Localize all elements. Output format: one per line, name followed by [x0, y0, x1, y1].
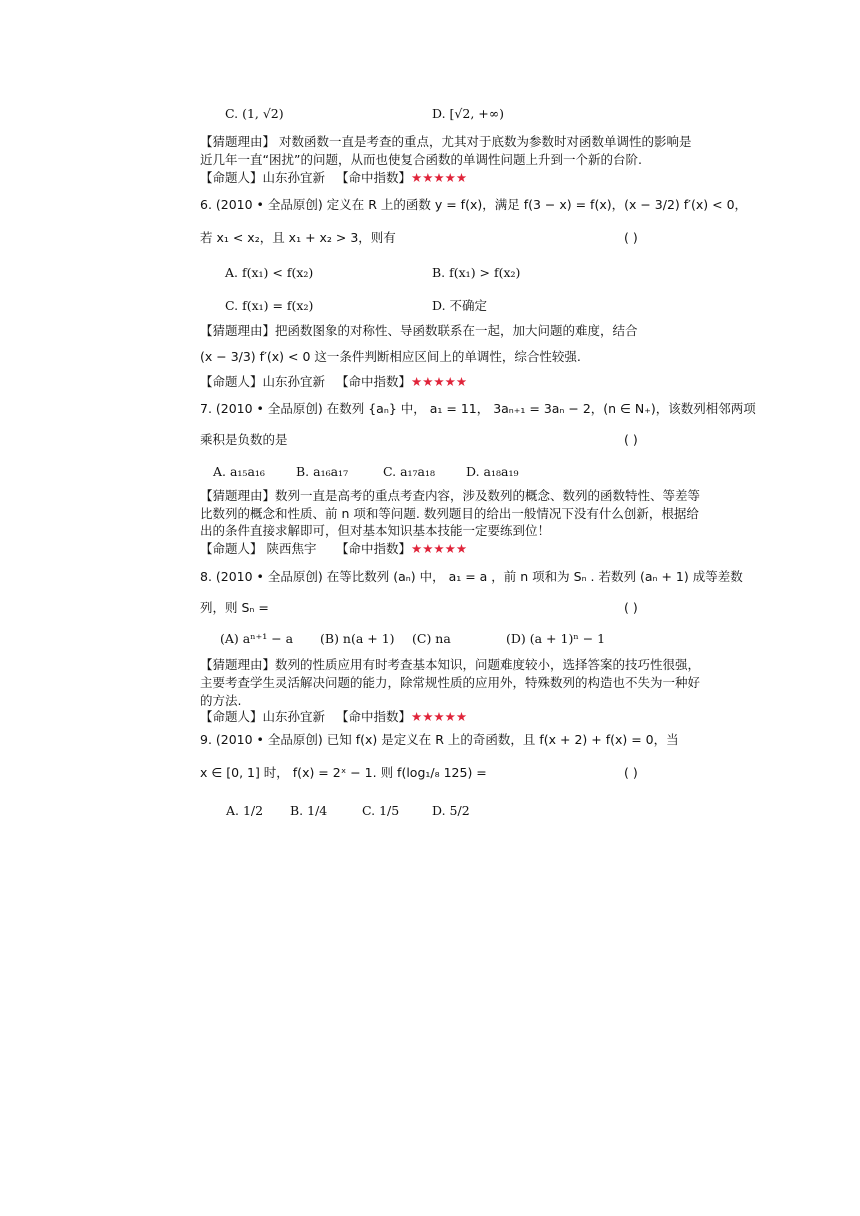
line-text: A. f(x₁) < f(x₂)	[225, 265, 314, 280]
line-text: 【猜题理由】数列的性质应用有时考查基本知识，问题难度较小，选择答案的技巧性很强，	[200, 657, 701, 672]
text-line-q8a2	[200, 708, 325, 726]
text-line-q5a	[200, 169, 325, 187]
line-text: 【命中指数】	[336, 541, 412, 556]
text-line-q6p	[624, 229, 638, 247]
text-line-q9l1	[200, 731, 679, 749]
line-text: 比数列的概念和性质、前 n 项和等问题. 数列题目的给出一般情况下没有什么创新，根据给	[200, 506, 699, 521]
text-line-q5s	[336, 169, 467, 187]
text-line-q8p	[624, 599, 638, 617]
line-text: ( )	[624, 230, 638, 245]
line-text: D. 不确定	[432, 298, 488, 313]
line-text: 【命题人】 陕西焦宇	[200, 541, 317, 556]
line-text: (A) aⁿ⁺¹ − a	[220, 631, 294, 646]
text-line-q9a	[226, 802, 263, 820]
text-line-q8r1	[200, 656, 700, 674]
line-text: A. a₁₅a₁₆	[213, 464, 265, 479]
line-text: (C) na	[412, 631, 451, 646]
line-text: 【猜题理由】数列一直是高考的重点考查内容，涉及数列的概念、数列的函数特性、等差等	[200, 488, 701, 503]
text-line-q7r2	[200, 505, 699, 523]
line-text: B. f(x₁) > f(x₂)	[432, 265, 521, 280]
line-text: (D) (a + 1)ⁿ − 1	[506, 631, 606, 646]
text-line-q6s	[336, 373, 467, 391]
text-line-q7l1	[200, 400, 756, 418]
text-line-q9l2	[200, 764, 487, 782]
line-text: C. a₁₇a₁₈	[383, 464, 436, 479]
line-text: 主要考查学生灵活解决问题的能力，除常规性质的应用外，特殊数列的构造也不失为一种好	[200, 675, 701, 690]
text-line-q7b	[296, 463, 348, 481]
text-line-q6a	[225, 264, 313, 282]
text-line-q6d	[432, 297, 487, 315]
line-text: 【猜题理由】 对数函数一直是考查的重点，尤其对于底数为参数时对函数单调性的影响是	[200, 134, 692, 149]
rating-stars: ★★★★★	[411, 170, 468, 185]
text-line-q5c	[225, 105, 284, 123]
rating-stars: ★★★★★	[411, 541, 468, 556]
line-text: 【命中指数】	[336, 709, 412, 724]
line-text: 【命题人】山东孙宜新	[200, 374, 326, 389]
line-text: 【猜题理由】把函数图象的对称性、导函数联系在一起，加大问题的难度，结合	[200, 323, 638, 338]
line-text: x ∈ [0, 1] 时， f(x) = 2ˣ − 1. 则 f(log₁/₈ 125) =	[200, 765, 487, 780]
text-line-q8l1	[200, 568, 743, 586]
text-line-q7l2	[200, 431, 288, 449]
text-line-q9b	[290, 802, 327, 820]
line-text: 的方法.	[200, 693, 242, 708]
text-line-q6b	[432, 264, 520, 282]
line-text: D. a₁₈a₁₉	[466, 464, 519, 479]
text-line-q7c	[383, 463, 435, 481]
text-line-q7p	[624, 431, 638, 449]
rating-stars: ★★★★★	[411, 709, 468, 724]
text-line-q8b	[320, 630, 395, 648]
line-text: 【命题人】山东孙宜新	[200, 709, 326, 724]
line-text: 近几年一直“困扰”的问题，从而也使复合函数的单调性问题上升到一个新的台阶.	[200, 152, 642, 167]
text-line-q9c	[362, 802, 399, 820]
text-line-q9p	[624, 764, 638, 782]
line-text: 【命中指数】	[336, 170, 412, 185]
text-line-q5r2	[200, 151, 642, 169]
text-line-q8s	[336, 708, 467, 726]
rating-stars: ★★★★★	[411, 374, 468, 389]
line-text: 8. (2010 • 全品原创) 在等比数列 (aₙ) 中， a₁ = a ，前 n 项和为 Sₙ . 若数列 (aₙ + 1) 成等差数	[200, 569, 743, 584]
line-text: 7. (2010 • 全品原创) 在数列 {aₙ} 中， a₁ = 11， 3aₙ₊₁ = 3aₙ − 2，(n ∈ N₊)，该数列相邻两项	[200, 401, 756, 416]
line-text: B. a₁₆a₁₇	[296, 464, 349, 479]
line-text: C. f(x₁) = f(x₂)	[225, 298, 314, 313]
text-line-q8r2	[200, 674, 700, 692]
text-line-q7a	[213, 463, 265, 481]
text-line-q7s	[336, 540, 467, 558]
line-text: (x − 3/3) f′(x) < 0 这一条件判断相应区间上的单调性，综合性较强.	[200, 349, 581, 364]
line-text: 出的条件直接求解即可，但对基本知识基本技能一定要练到位！	[200, 523, 551, 538]
line-text: C. (1, √2)	[225, 106, 284, 121]
text-line-q8l2	[200, 599, 269, 617]
line-text: 列，则 Sₙ =	[200, 600, 269, 615]
text-line-q7d	[466, 463, 518, 481]
line-text: A. 1/2	[226, 803, 264, 818]
line-text: B. 1/4	[290, 803, 328, 818]
text-line-q8d	[506, 630, 605, 648]
text-line-q9d	[432, 802, 470, 820]
text-line-q7a2	[200, 540, 316, 558]
text-line-q6a2	[200, 373, 325, 391]
line-text: 9. (2010 • 全品原创) 已知 f(x) 是定义在 R 上的奇函数，且 f(x + 2) + f(x) = 0，当	[200, 732, 679, 747]
text-line-q6c	[225, 297, 313, 315]
text-line-q7r3	[200, 522, 550, 540]
line-text: 若 x₁ < x₂，且 x₁ + x₂ > 3，则有	[200, 230, 396, 245]
line-text: ( )	[624, 765, 638, 780]
line-text: (B) n(a + 1)	[320, 631, 395, 646]
line-text: 6. (2010 • 全品原创) 定义在 R 上的函数 y = f(x)，满足 f(3 − x) = f(x)，(x − 3/2) f′(x) < 0，	[200, 197, 748, 212]
line-text: D. 5/2	[432, 803, 470, 818]
line-text: C. 1/5	[362, 803, 400, 818]
text-line-q6l1	[200, 196, 747, 214]
line-text: D. [√2, +∞)	[432, 106, 505, 121]
text-line-q5r1	[200, 133, 691, 151]
text-line-q6l2	[200, 229, 396, 247]
line-text: 乘积是负数的是	[200, 432, 288, 447]
line-text: ( )	[624, 600, 638, 615]
line-text: ( )	[624, 432, 638, 447]
text-line-q8c	[412, 630, 451, 648]
line-text: 【命题人】山东孙宜新	[200, 170, 326, 185]
text-line-q7r1	[200, 487, 700, 505]
text-line-q6r2	[200, 348, 581, 366]
text-line-q8a	[220, 630, 293, 648]
line-text: 【命中指数】	[336, 374, 412, 389]
text-line-q6r1	[200, 322, 638, 340]
text-line-q5d	[432, 105, 504, 123]
